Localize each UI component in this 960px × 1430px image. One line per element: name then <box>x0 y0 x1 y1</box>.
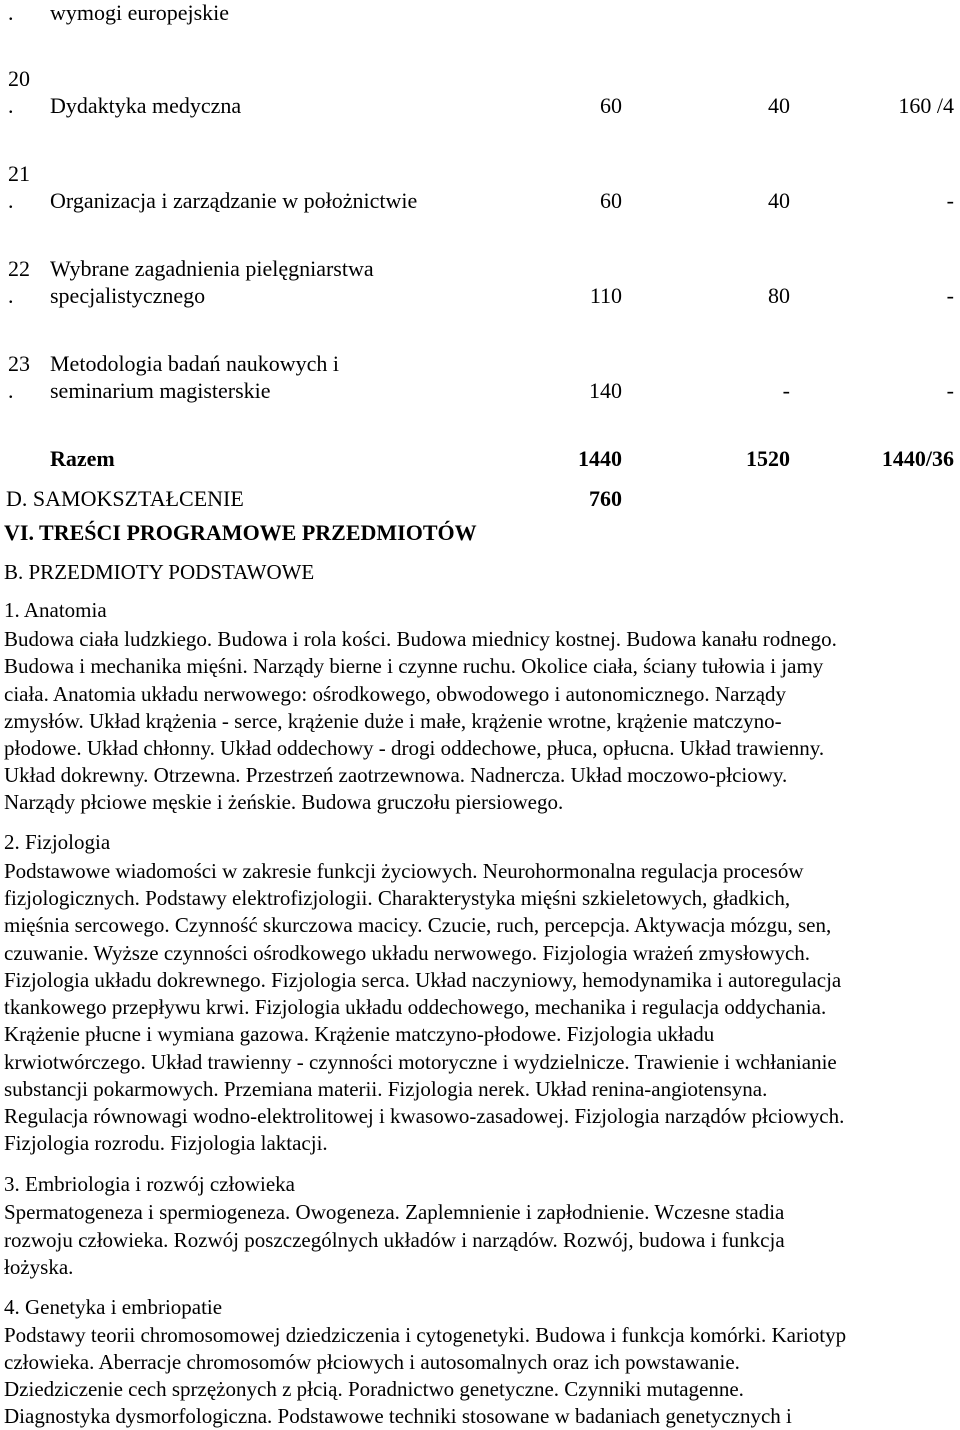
section-line: Spermatogeneza i spermiogeneza. Owogeneza. Zaplemnienie i zapłodnienie. Wczesne stadia <box>4 1200 785 1224</box>
row-name-line2: specjalistycznego <box>50 283 206 308</box>
row-name-line2: seminarium magisterskie <box>50 378 271 403</box>
section-line: Budowa ciała ludzkiego. Budowa i rola kości. Budowa miednicy kostnej. Budowa kanału rodnego. <box>4 627 837 651</box>
section-line: Diagnostyka dysmorfologiczna. Podstawowe techniki stosowane w badaniach genetycznych i <box>4 1404 792 1428</box>
total-label: Razem <box>50 446 115 471</box>
total-value-1: 1440 <box>578 446 622 471</box>
row-number: 22 <box>8 256 30 281</box>
row-value-2: 40 <box>768 93 790 118</box>
row-value-3: - <box>946 283 954 308</box>
row-value-1: 60 <box>600 93 622 118</box>
row-value-3: 160 /4 <box>898 93 954 118</box>
section-line: Narządy płciowe męskie i żeńskie. Budowa gruczołu piersiowego. <box>4 790 564 814</box>
section-line: Regulacja równowagi wodno-elektrolitowej i kwasowo-zasadowej. Fizjologia narządów płciowych. <box>4 1104 845 1128</box>
section-line: krwiotwórczego. Układ trawienny - czynności motoryczne i wydzielnicze. Trawienie i wchłanianie <box>4 1050 837 1074</box>
section-title: 3. Embriologia i rozwój człowieka <box>4 1172 295 1196</box>
row-value-3: - <box>946 378 954 403</box>
self-study-label: D. SAMOKSZTAŁCENIE <box>6 486 244 511</box>
section-line: Krążenie płucne i wymiana gazowa. Krążenie matczyno-płodowe. Fizjologia układu <box>4 1022 715 1046</box>
intro-dot: . <box>8 0 14 25</box>
row-number-dot: . <box>8 283 14 308</box>
total-value-3: 1440/36 <box>881 446 954 471</box>
section-line: Fizjologia układu dokrewnego. Fizjologia serca. Układ naczyniowy, hemodynamika i autoregulacja <box>4 968 842 992</box>
row-name: Dydaktyka medyczna <box>50 93 242 118</box>
row-number: 21 <box>8 161 30 186</box>
row-value-1: 140 <box>589 378 622 403</box>
intro-text: wymogi europejskie <box>50 0 230 25</box>
section-line: fizjologicznych. Podstawy elektrofizjologii. Charakterystyka mięśni szkieletowych, gładkich, <box>4 886 791 910</box>
row-number: 23 <box>8 351 30 376</box>
section-line: Układ dokrewny. Otrzewna. Przestrzeń zaotrzewnowa. Nadnercza. Układ moczowo-płciowy. <box>4 763 788 787</box>
section-line: łożyska. <box>4 1255 74 1279</box>
row-name: Organizacja i zarządzanie w położnictwie <box>50 188 418 213</box>
row-value-2: - <box>782 378 790 403</box>
section-line: Podstawy teorii chromosomowej dziedziczenia i cytogenetyki. Budowa i funkcja komórki. Kariotyp <box>4 1323 847 1347</box>
section-line: płodowe. Układ chłonny. Układ oddechowy - drogi oddechowe, płuca, opłucna. Układ trawienny. <box>4 736 825 760</box>
heading-programme-content: VI. TREŚCI PROGRAMOWE PRZEDMIOTÓW <box>4 520 477 545</box>
section-line: czuwanie. Wyższe czynności ośrodkowego układu nerwowego. Fizjologia wrażeń zmysłowych. <box>4 941 811 965</box>
row-number: 20 <box>8 66 30 91</box>
row-number-dot: . <box>8 378 14 403</box>
section-title: 1. Anatomia <box>4 598 107 622</box>
total-value-2: 1520 <box>746 446 790 471</box>
section-line: Dziedziczenie cech sprzężonych z płcią. Poradnictwo genetyczne. Czynniki mutagenne. <box>4 1377 744 1401</box>
section-line: Budowa i mechanika mięśni. Narządy bierne i czynne ruchu. Okolice ciała, ściany tułowia i jamy <box>4 654 824 678</box>
row-value-3: - <box>946 188 954 213</box>
row-value-2: 40 <box>768 188 790 213</box>
section-line: człowieka. Aberracje chromosomów płciowych i autosomalnych oraz ich powstawanie. <box>4 1350 740 1374</box>
row-name-line1: Wybrane zagadnienia pielęgniarstwa <box>50 256 374 281</box>
section-line: substancji pokarmowych. Przemiana materii. Fizjologia nerek. Układ renina-angiotensyna. <box>4 1077 768 1101</box>
row-name-line1: Metodologia badań naukowych i <box>50 351 339 376</box>
section-line: tkankowego przepływu krwi. Fizjologia układu oddechowego, mechanika i regulacja oddychania. <box>4 995 827 1019</box>
section-line: mięśnia sercowego. Czynność skurczowa macicy. Czucie, ruch, percepcja. Aktywacja mózgu, sen, <box>4 913 832 937</box>
section-line: ciała. Anatomia układu nerwowego: ośrodkowego, obwodowego i autonomicznego. Narządy <box>4 682 787 706</box>
section-line: Fizjologia rozrodu. Fizjologia laktacji. <box>4 1131 328 1155</box>
self-study-value: 760 <box>589 486 622 511</box>
section-title: 2. Fizjologia <box>4 830 111 854</box>
section-line: rozwoju człowieka. Rozwój poszczególnych układów i narządów. Rozwój, budowa i funkcja <box>4 1228 785 1252</box>
row-value-2: 80 <box>768 283 790 308</box>
section-title: 4. Genetyka i embriopatie <box>4 1295 223 1319</box>
heading-basic-subjects: B. PRZEDMIOTY PODSTAWOWE <box>4 560 315 584</box>
row-number-dot: . <box>8 188 14 213</box>
section-line: zmysłów. Układ krążenia - serce, krążenie duże i małe, krążenie wrotne, krążenie matczyno- <box>4 709 782 733</box>
row-value-1: 60 <box>600 188 622 213</box>
row-value-1: 110 <box>589 283 622 308</box>
row-number-dot: . <box>8 93 14 118</box>
section-line: Podstawowe wiadomości w zakresie funkcji życiowych. Neurohormonalna regulacja procesów <box>4 859 804 883</box>
